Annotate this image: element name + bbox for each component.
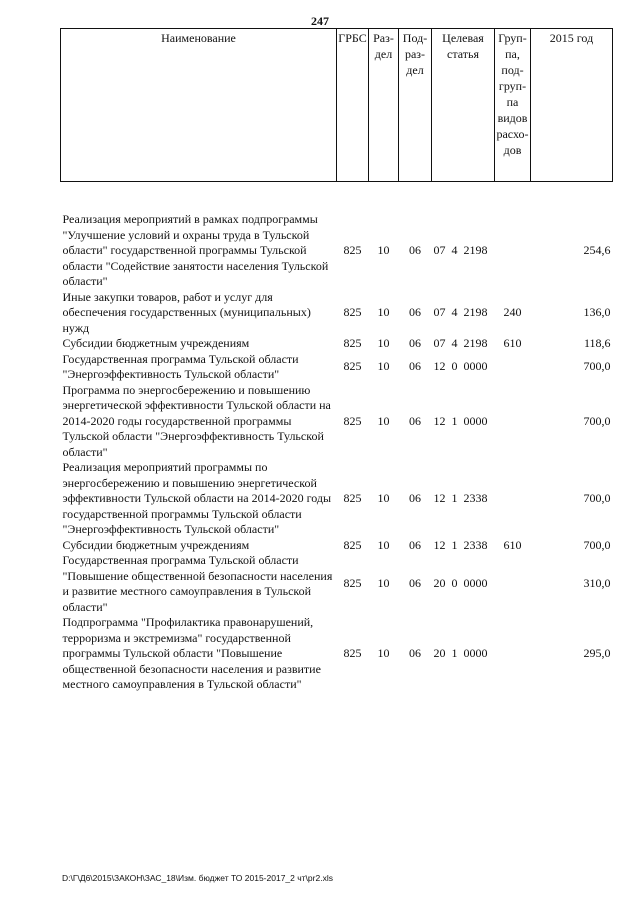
row-name: Подпрограмма "Профилактика правонарушений, терроризма и экстремизма" государственной программы Тульской области "Повышение общественной безопасности населения и развитие местного самоуправления в Тульской области" bbox=[62, 615, 321, 691]
table-header-row bbox=[61, 29, 613, 182]
row-subsection: 06 bbox=[409, 491, 421, 505]
table-row bbox=[61, 336, 613, 352]
row-target-article: 12 1 2338 bbox=[433, 491, 488, 505]
table-row bbox=[61, 553, 613, 615]
table-row bbox=[61, 383, 613, 461]
row-expense-group: 610 bbox=[503, 336, 522, 350]
row-subsection: 06 bbox=[409, 305, 421, 319]
header-name: Наименование bbox=[61, 29, 337, 182]
row-expense-group: 610 bbox=[503, 537, 522, 552]
row-subsection: 06 bbox=[409, 576, 421, 591]
spacer-row bbox=[61, 182, 613, 213]
row-grbs: 825 bbox=[343, 305, 362, 319]
row-name: Субсидии бюджетным учреждениям bbox=[62, 537, 250, 552]
row-name: Субсидии бюджетным учреждениям bbox=[62, 336, 250, 350]
row-amount: 700,0 bbox=[583, 491, 611, 505]
file-path-footer: D:\Г\Д6\2015\ЗАКОН\ЗАС_18\Изм. бюджет ТО 2015-2017_2 чт\pr2.xls bbox=[62, 873, 333, 883]
budget-table bbox=[60, 28, 613, 693]
row-grbs: 825 bbox=[343, 576, 362, 591]
table-row bbox=[61, 615, 613, 693]
row-grbs: 825 bbox=[343, 336, 362, 350]
row-grbs: 825 bbox=[343, 243, 362, 257]
header-year: 2015 год bbox=[531, 29, 613, 182]
row-subsection: 06 bbox=[409, 359, 421, 374]
row-expense-group bbox=[495, 460, 531, 538]
row-amount: 136,0 bbox=[583, 305, 611, 319]
row-expense-group: 240 bbox=[503, 305, 522, 319]
row-amount: 700,0 bbox=[583, 413, 611, 428]
row-subsection: 06 bbox=[409, 243, 421, 257]
row-name: Программа по энергосбережению и повышению энергетической эффективности Тульской области на 2014-2020 годы государственной программы Тульской области "Энергоэффективность Тульской области" bbox=[62, 382, 331, 459]
row-target-article: 12 1 0000 bbox=[433, 413, 488, 428]
row-name: Государственная программа Тульской области "Энергоэффективность Тульской области" bbox=[62, 351, 299, 381]
row-name: Реализация мероприятий программы по энергосбережению и повышению энергетической эффективности Тульской области на 2014-2020 годы государственной программы Тульской области "Энергоэффективность Тульской области" bbox=[62, 460, 332, 536]
row-section: 10 bbox=[377, 576, 390, 591]
row-name: Иные закупки товаров, работ и услуг для обеспечения государственных (муниципальных) нужд bbox=[62, 289, 311, 335]
row-target-article: 07 4 2198 bbox=[433, 305, 488, 319]
row-expense-group bbox=[495, 615, 531, 693]
row-amount: 310,0 bbox=[583, 576, 611, 591]
row-section: 10 bbox=[377, 359, 390, 374]
row-name: Государственная программа Тульской области "Повышение общественной безопасности населения и развитие местного самоуправления в Тульской области" bbox=[62, 553, 333, 614]
row-amount: 118,6 bbox=[583, 336, 611, 350]
row-expense-group bbox=[495, 352, 531, 383]
row-section: 10 bbox=[377, 537, 390, 552]
row-grbs: 825 bbox=[343, 537, 362, 552]
row-section: 10 bbox=[377, 336, 390, 350]
row-amount: 700,0 bbox=[583, 537, 611, 552]
table-row bbox=[61, 212, 613, 290]
row-grbs: 825 bbox=[343, 359, 362, 374]
header-expense-group: Груп- па, под- груп- па видов расхо- дов bbox=[495, 29, 531, 182]
table-row bbox=[61, 352, 613, 383]
row-target-article: 12 0 0000 bbox=[433, 359, 488, 374]
row-expense-group bbox=[495, 212, 531, 290]
header-subsection: Под- раз- дел bbox=[399, 29, 432, 182]
header-target-article: Целевая статья bbox=[432, 29, 495, 182]
table-row bbox=[61, 538, 613, 554]
page-number: 247 bbox=[311, 14, 329, 28]
row-name: Реализация мероприятий в рамках подпрограммы "Улучшение условий и охраны труда в Тульской области" государственной программы Тульской области "Содействие занятости населения Тульской области" bbox=[62, 212, 329, 288]
row-section: 10 bbox=[377, 646, 390, 660]
row-target-article: 07 4 2198 bbox=[433, 243, 488, 257]
row-amount: 254,6 bbox=[583, 243, 611, 257]
table-row bbox=[61, 460, 613, 538]
row-grbs: 825 bbox=[343, 491, 362, 505]
row-subsection: 06 bbox=[409, 646, 421, 660]
row-amount: 295,0 bbox=[583, 646, 611, 660]
row-expense-group bbox=[495, 383, 531, 461]
row-target-article: 20 1 0000 bbox=[433, 646, 488, 660]
row-grbs: 825 bbox=[343, 413, 362, 428]
row-subsection: 06 bbox=[409, 413, 421, 428]
row-subsection: 06 bbox=[409, 537, 421, 552]
row-section: 10 bbox=[377, 243, 390, 257]
row-target-article: 20 0 0000 bbox=[433, 576, 488, 591]
header-section: Раз- дел bbox=[369, 29, 399, 182]
row-section: 10 bbox=[377, 491, 390, 505]
table-row bbox=[61, 290, 613, 337]
row-expense-group bbox=[495, 553, 531, 615]
row-amount: 700,0 bbox=[583, 359, 611, 374]
header-grbs: ГРБС bbox=[337, 29, 369, 182]
row-section: 10 bbox=[377, 413, 390, 428]
row-target-article: 12 1 2338 bbox=[433, 537, 488, 552]
row-grbs: 825 bbox=[343, 646, 362, 660]
row-section: 10 bbox=[377, 305, 390, 319]
row-target-article: 07 4 2198 bbox=[433, 336, 488, 350]
row-subsection: 06 bbox=[409, 336, 421, 350]
